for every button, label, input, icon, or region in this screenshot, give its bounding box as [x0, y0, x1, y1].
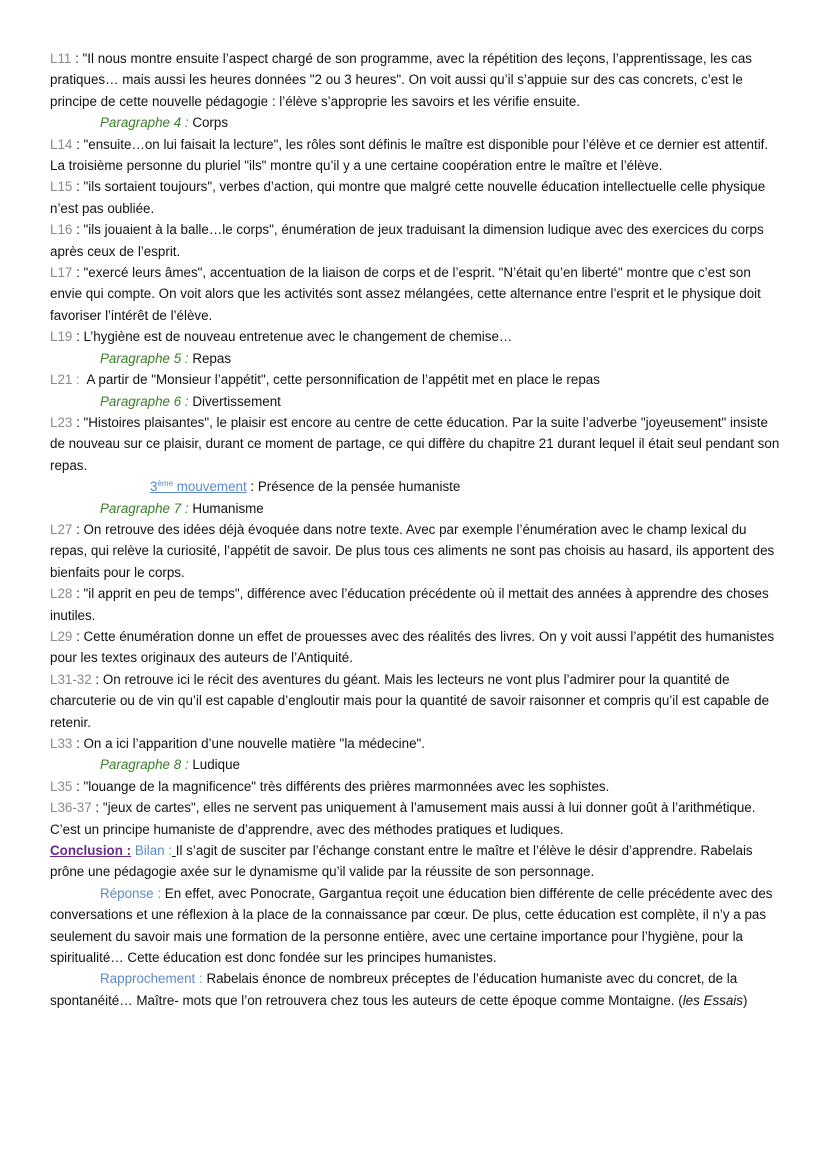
line-ref: L11 [50, 51, 72, 66]
line-ref: L19 [50, 329, 73, 345]
paragraph-heading-5 [50, 348, 780, 369]
rapprochement-label: Rapprochement : [100, 971, 203, 987]
line-ref: L17 [50, 265, 73, 281]
rapprochement-text: Rabelais énonce de nombreux préceptes de l’éducation humaniste avec du concret, de la spontanéité… Maître- mots que l’on retrouvera chez tous les auteurs de cette époque comme Montaigne. ( [50, 971, 738, 1008]
conclusion-bilan [50, 840, 780, 883]
analysis-l15 [50, 176, 780, 219]
analysis-text: : "ils sortaient toujours", verbes d’action, qui montre que malgré cette nouvelle éducation intellectuelle celle physique n’est pas oubliée. [50, 179, 766, 216]
line-ref: L27 [50, 521, 73, 537]
paragraph-title: Repas [188, 350, 232, 366]
analysis-text: : Cette énumération donne un effet de prouesses avec des réalités des livres. On y voit aussi l’appétit des humanistes pour les textes originaux des auteurs de l’Antiquité. [50, 628, 775, 666]
reponse-label: Réponse : [100, 885, 162, 901]
rapprochement-close: ) [742, 992, 748, 1008]
analysis-l27 [50, 519, 780, 583]
paragraph-title: Corps [188, 115, 229, 131]
analysis-l17 [50, 262, 780, 326]
line-ref: L33 [50, 736, 73, 751]
paragraph-label: Paragraphe 4 : [100, 115, 189, 131]
analysis-l36-37 [50, 797, 780, 840]
conclusion-rapprochement [50, 968, 780, 1011]
line-ref: L14 [50, 136, 73, 152]
analysis-l14 [50, 134, 780, 177]
movement-label: mouvement [173, 479, 247, 495]
paragraph-title: Divertissement [188, 393, 281, 409]
movement-heading-3 [50, 476, 780, 497]
analysis-text: : "louange de la magnificence" très différents des prières marmonnées avec les sophistes. [72, 778, 610, 794]
reponse-text: En effet, avec Ponocrate, Gargantua reçoit une éducation bien différente de celle précédente avec des conversations et une réflexion à la place de la connaissance par cœur. De plus, cette éducation est complète, il n’y a pas seulement du savoir mais une formation de la personne entière, avec une certaine importance pour l’hygiène, pour la spiritualité… Cette éducation est donc fondée sur les principes humanistes. [50, 885, 773, 966]
analysis-l11 [50, 48, 780, 112]
analysis-l29 [50, 626, 780, 669]
movement-superscript: ème [157, 479, 174, 489]
line-ref: L28 [50, 586, 73, 602]
analysis-text: A partir de "Monsieur l’appétit", cette personnification de l’appétit met en place le repas [79, 372, 600, 388]
line-ref: L35 [50, 778, 73, 794]
line-ref: L31-32 [50, 671, 92, 687]
essais-title: les Essais [682, 992, 743, 1008]
paragraph-heading-4 [50, 112, 780, 133]
movement-title: : Présence de la pensée humaniste [246, 479, 461, 495]
conclusion-reponse [50, 883, 780, 969]
movement-number: 3 [150, 479, 158, 495]
paragraph-heading-6 [50, 391, 780, 412]
analysis-text: : "jeux de cartes", elles ne servent pas uniquement à l’amusement mais aussi à lui donner goût à l’arithmétique. C’est un principe humaniste de d’apprendre, avec des méthodes pratiques et ludiques. [50, 800, 756, 837]
analysis-text: : "Histoires plaisantes", le plaisir est encore au centre de cette éducation. Par la suite l’adverbe "joyeusement" insiste de nouveau sur ce plaisir, durant ce moment de partage, ce qui diffère du chapitre 21 durant lequel il était seul pendant son repas. [50, 414, 780, 473]
analysis-l35 [50, 776, 780, 797]
line-ref: L23 [50, 414, 73, 430]
conclusion-label: Conclusion : [50, 843, 132, 859]
analysis-l23 [50, 412, 780, 476]
analysis-text: : "il apprit en peu de temps", différence avec l’éducation précédente où il mettait des années à apprendre des choses inutiles. [50, 586, 769, 623]
paragraph-heading-7 [50, 498, 780, 519]
paragraph-title: Humanisme [188, 500, 264, 516]
analysis-l19 [50, 326, 780, 347]
paragraph-heading-8 [50, 754, 780, 775]
line-ref: L21 : [50, 372, 80, 388]
paragraph-label: Paragraphe 6 : [100, 393, 189, 409]
analysis-l21 [50, 369, 780, 390]
paragraph-label: Paragraphe 8 : [100, 757, 189, 773]
movement-link[interactable] [150, 479, 247, 494]
analysis-l28 [50, 583, 780, 626]
analysis-text: : "Il nous montre ensuite l’aspect chargé de son programme, avec la répétition des leçons, l’apprentissage, les cas pratiques… mais aussi les heures données "2 ou 3 heures". On voit aussi qu’il s’appuie sur des cas concrets, c’est le principe de cette nouvelle pédagogie : l’élève s’approprie les savoirs et les vérifie ensuite. [50, 51, 752, 109]
line-ref: L15 [50, 179, 73, 195]
paragraph-label: Paragraphe 5 : [100, 350, 189, 366]
analysis-text: : On retrouve des idées déjà évoquée dans notre texte. Avec par exemple l’énumération avec le champ lexical du repas, qui relève la curiosité, l’appétit de savoir. De plus tous ces aliments ne sont pas choisis au hasard, ils apportent des bienfaits pour le corps. [50, 521, 775, 580]
line-ref: L36-37 [50, 800, 92, 816]
analysis-text: : L’hygiène est de nouveau entretenue avec le changement de chemise… [72, 329, 513, 345]
analysis-l16 [50, 219, 780, 262]
line-ref: L16 [50, 222, 73, 238]
analysis-l31-32 [50, 669, 780, 733]
analysis-text: : On a ici l’apparition d’une nouvelle matière "la médecine". [72, 736, 425, 751]
bilan-label: Bilan : [131, 843, 173, 859]
paragraph-title: Ludique [188, 757, 240, 773]
analysis-text: : On retrouve ici le récit des aventures du géant. Mais les lecteurs ne vont plus l’admirer pour la quantité de charcuterie ou de vin qu’il est capable d’engloutir mais pour la quantité de savoir raisonner et compris qu’il est capable de retenir. [50, 671, 770, 730]
line-ref: L29 [50, 628, 73, 644]
bilan-text: Il s’agit de susciter par l’échange constant entre le maître et l’élève le désir d’apprendre. Rabelais prône une pédagogie axée sur le dynamisme qu’il valide par la réussite de son personnage. [50, 843, 753, 880]
analysis-text: : "ils jouaient à la balle…le corps", énumération de jeux traduisant la dimension ludique avec des exercices du corps après ceux de l’esprit. [50, 222, 764, 259]
analysis-text: : "ensuite…on lui faisait la lecture", les rôles sont définis le maître est disponible pour l’élève et ce dernier est attentif. La troisième personne du pluriel "ils" montre qu’il y a une certaine coopération entre le maître et l’élève. [50, 136, 769, 174]
analysis-l33 [50, 733, 780, 754]
analysis-text: : "exercé leurs âmes", accentuation de la liaison de corps et de l’esprit. "N’était qu’en liberté" montre que c’est son envie qui compte. On voit alors que les activités sont assez mélangées, cette alternance entre l’esprit et le physique doit favoriser l’intérêt de l’élève. [50, 265, 761, 323]
paragraph-label: Paragraphe 7 : [100, 500, 189, 516]
document-page [50, 48, 780, 1011]
